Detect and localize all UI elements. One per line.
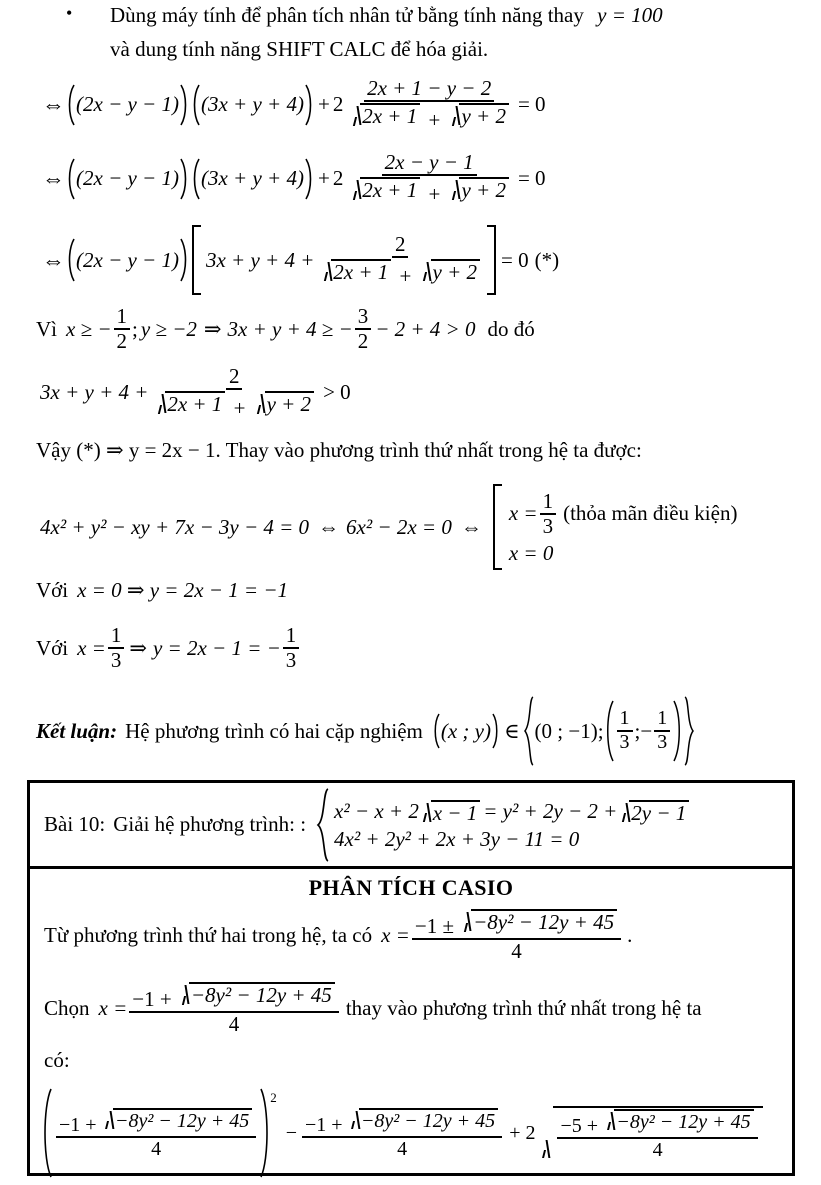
sqrt-y-plus-2 [449,103,509,127]
condition-lead: Vì [36,316,57,341]
casio-line-2 [44,982,702,1035]
final-term1-fraction [56,1108,256,1159]
positivity-root2: y + 2 [265,391,315,415]
final-term3-fraction [557,1109,757,1160]
paren-close-2 [304,83,315,127]
final-paren-open [40,1087,54,1179]
casio-line1-num-lead: −1 ± [414,914,454,938]
voi2-den-y: 3 [285,648,297,672]
final-outer-sqrt-body [553,1106,762,1160]
sqrt-x-minus-1 [420,800,480,824]
condition-semicolon: ; [132,316,138,341]
problem-system [316,787,690,863]
eq2-factor1: (2x − y − 1) [76,166,179,190]
half-denominator: 2 [116,329,128,353]
paren-close [179,237,190,283]
problem-label: Bài 10: [44,812,106,836]
case1-fraction [540,488,557,538]
solution-cases [491,483,738,571]
condition-x-bound: x ≥ − [66,316,112,341]
sqrt-2x-plus-1 [154,391,225,415]
casio-line-1 [44,909,632,962]
casio-line1-denominator: 4 [511,939,522,963]
problem-prompt: Giải hệ phương trình: : [113,812,307,836]
implies-symbol: ⇒ [203,316,222,341]
casio-analysis-body [30,869,792,1176]
positivity-fraction [150,366,318,419]
sol2-den-1: 3 [619,731,630,753]
final-term2-num-lead: −1 + [304,1113,343,1136]
positivity-compare: > 0 [323,380,351,404]
sqrt-discriminant [178,982,335,1006]
conclusion-in: ∈ [503,718,520,743]
sol2-den-2: 3 [657,731,668,753]
case1-lead: x = [508,501,538,525]
cases-rows [503,488,738,565]
casio-line1-period: . [627,923,633,947]
sol2-paren-close [672,699,683,763]
sqrt-discriminant [103,1108,253,1131]
casio-line2-xeq: x = [98,996,128,1020]
system-eq2: 4x² + 2y² + 2x + 3y − 11 = 0 [334,826,580,851]
final-term1-numerator [56,1108,256,1138]
paren-open-2 [190,157,201,201]
bracket-open [190,224,202,296]
sqrt-2x-plus-1 [349,103,420,127]
casio-line1-xeq: x = [381,923,410,947]
set-brace-close [683,695,695,767]
eq2-denominator [345,176,513,205]
system-eq1-root2: 2y − 1 [629,800,689,824]
sqrt-discriminant [460,909,617,933]
eq2-fraction [345,152,513,205]
eq1-factor2: (3x + y + 4) [200,92,304,116]
condition-tail: − 2 + 4 > 0 [375,316,476,341]
cases-bracket [491,483,503,571]
half-numerator: 1 [114,306,131,330]
final-outer-sqrt [539,1106,762,1160]
fraction-three-halves [355,306,372,352]
eq2-factor2: (3x + y + 4) [200,166,304,190]
positivity-denominator [150,390,318,419]
system-eq1-b: = y² + 2y − 2 + [483,799,618,823]
system-eq1-root1: x − 1 [431,800,481,824]
casio-line1-fraction [412,909,621,962]
final-minus: − [285,1122,297,1144]
casio-heading: PHÂN TÍCH CASIO [308,875,514,900]
eq2-coef: 2 [332,166,344,190]
eq3-root2: y + 2 [431,259,481,283]
conclusion-line [36,695,695,767]
sqrt-2x-plus-1 [349,177,420,201]
conclusion-sol1: (0 ; −1) [534,718,598,743]
sqrt-discriminant-inner [604,1109,754,1132]
quadratic-lhs: 4x² + y² − xy + 7x − 3y − 4 = 0 [40,514,310,539]
set-brace-open [523,695,535,767]
pair-paren-close [491,712,501,750]
eq3-fraction [316,231,484,288]
eq1-fraction [345,78,513,131]
sol2-paren-open [604,699,615,763]
casio-line2-numerator [129,982,339,1013]
eq1-equals: = 0 [517,92,546,116]
bullet-line-1 [66,2,806,28]
sqrt-2y-minus-1 [618,800,689,824]
final-term3-root: −8y² − 12y + 45 [614,1109,753,1132]
voi2-x-eq: x = [77,635,106,660]
iff-symbol-2: ⇔ [42,166,65,191]
voi2-implies: ⇒ [129,635,147,660]
bullet-paragraph [66,2,806,63]
iff-symbol-3: ⇔ [42,247,65,273]
sqrt-y-plus-2 [254,391,314,415]
sol2-fraction-2 [654,709,670,753]
case1-denominator: 3 [542,513,554,538]
final-term2-numerator [302,1108,502,1138]
quadratic-mid: 6x² − 2x = 0 [346,514,452,539]
final-term1-denominator: 4 [151,1137,162,1160]
casio-line1-lead: Từ phương trình thứ hai trong hệ, ta có [44,923,373,947]
paren-open [65,83,76,127]
sol2-minus: − [640,718,653,743]
condition-expr: 3x + y + 4 ≥ − [227,316,353,341]
final-term1-num-lead: −1 + [59,1113,97,1136]
sqrt-y-plus-2 [449,177,509,201]
positivity-root1: 2x + 1 [165,391,225,415]
case2-text: x = 0 [508,540,554,565]
final-term3-numerator [557,1109,757,1139]
condition-line [36,306,535,352]
final-term2-denominator: 4 [397,1137,408,1160]
eq3-factor1: (2x − y − 1) [76,247,179,272]
eq1-denominator [345,102,513,131]
quadratic-iff-2: ⇔ [460,514,482,539]
casio-line2-denominator: 4 [228,1012,240,1036]
problem-10-box [27,780,795,1176]
eq2-root2: y + 2 [459,177,509,201]
voi1-lead: Với [36,578,69,602]
sqrt-discriminant [349,1108,499,1131]
casio-line1-numerator [412,909,621,940]
casio-line1-root: −8y² − 12y + 45 [471,909,617,933]
bullet-line-1-text: Dùng máy tính để phân tích nhân tử bằng tính năng thay [110,3,584,27]
eq3-root1: 2x + 1 [331,259,391,283]
final-term3-denominator: 4 [652,1139,663,1161]
condition-y-bound: y ≥ −2 [140,316,197,341]
eq2-plus: + [317,166,330,190]
eq3-inner-lead: 3x + y + 4 + [205,247,315,272]
case1-note: (thỏa mãn điều kiện) [563,501,738,525]
positivity-denom-plus: + [233,396,246,420]
conclusion-text: Hệ phương trình có hai cặp nghiệm [125,718,423,743]
eq1-root1: 2x + 1 [360,103,420,127]
voi2-lead: Với [36,635,69,660]
voi-line-1 [36,580,288,601]
bullet-line-1-content [110,2,663,28]
positivity-numerator: 2 [226,366,243,390]
eq3-denominator [316,258,484,287]
condition-trailing: do đó [487,316,535,341]
three-denominator: 2 [357,329,369,353]
system-eq1-a: x² − x + 2 [334,799,419,823]
eq3-star: (*) [534,247,560,272]
paren-close [179,157,190,201]
case-row-1 [508,488,738,538]
system-rows [330,800,690,850]
voi2-fraction-x [108,625,125,671]
final-term2-fraction [302,1108,502,1159]
quadratic-line [40,483,737,571]
voi2-mid: y = 2x − 1 = − [152,635,281,660]
casio-line-3: có: [44,1048,70,1072]
casio-final-expression [40,1087,764,1179]
paren-open [65,157,76,201]
eq1-coef: 2 [332,92,344,116]
voi2-num-x: 1 [108,625,125,649]
three-numerator: 3 [355,306,372,330]
voi1-math: x = 0 ⇒ y = 2x − 1 = −1 [77,578,289,602]
sol2-num-1: 1 [617,709,633,732]
problem-10-header [30,783,792,869]
bracket-close [486,224,498,296]
eq3-numerator: 2 [392,234,409,258]
eq3-equals: = 0 [501,247,529,272]
final-term1-exponent: 2 [270,1090,277,1105]
equation-3 [42,224,559,296]
eq2-numerator: 2x − y − 1 [382,152,477,176]
paren-close-2 [304,157,315,201]
casio-line2-lead: Chọn [44,996,90,1020]
sol2-semicolon: ; [634,718,641,743]
system-equation-1 [334,800,690,824]
eq2-root1: 2x + 1 [360,177,420,201]
final-term1-root: −8y² − 12y + 45 [113,1108,252,1131]
eq1-factor1: (2x − y − 1) [76,92,179,116]
eq1-denom-plus: + [428,108,441,132]
casio-line2-root: −8y² − 12y + 45 [189,982,335,1006]
conclusion-sep: ; [597,718,604,743]
casio-line2-tail: thay vào phương trình thứ nhất trong hệ ta [345,996,702,1020]
equation-2 [42,152,549,205]
eq2-equals: = 0 [517,166,546,190]
equation-1 [42,78,549,131]
positivity-lead: 3x + y + 4 + [40,380,149,404]
system-brace [316,787,330,863]
case1-numerator: 1 [540,491,557,515]
system-equation-2 [334,826,690,851]
paren-open [65,237,76,283]
paren-close [179,83,190,127]
casio-line2-fraction [129,982,339,1035]
final-plus-two: + 2 [509,1122,536,1144]
bullet-line-1-math: y = 100 [597,3,663,27]
quadratic-iff-1: ⇔ [318,514,340,539]
final-term3-inner-lead: −5 + [560,1115,599,1137]
fraction-one-half [114,306,131,352]
voi2-num-y: 1 [283,625,300,649]
final-term2-root: −8y² − 12y + 45 [359,1108,498,1131]
sqrt-y-plus-2 [420,259,480,283]
conclusion-label: Kết luận: [36,718,118,743]
eq1-root2: y + 2 [459,103,509,127]
paren-open-2 [190,83,201,127]
voi-line-2 [36,625,301,671]
case-row-2 [508,540,738,565]
eq2-denom-plus: + [428,182,441,206]
vay-line: Vậy (*) ⇒ y = 2x − 1. Thay vào phương trình thứ nhất trong hệ ta được: [36,438,642,462]
voi2-fraction-y [283,625,300,671]
bullet-marker: • [66,3,73,23]
voi2-den-x: 3 [110,648,122,672]
casio-line2-num-lead: −1 + [132,987,172,1011]
pair-paren-open [431,712,441,750]
sol2-fraction-1 [617,709,633,753]
eq1-plus: + [317,92,330,116]
positivity-line [40,366,354,419]
iff-symbol: ⇔ [42,92,65,117]
eq1-numerator: 2x + 1 − y − 2 [364,78,494,102]
bullet-line-2: và dung tính năng SHIFT CALC để hóa giải. [110,37,489,62]
eq3-denom-plus: + [399,263,412,288]
sqrt-2x-plus-1 [320,259,391,283]
sol2-num-2: 1 [654,709,670,732]
conclusion-pair: (x ; y) [440,718,491,743]
